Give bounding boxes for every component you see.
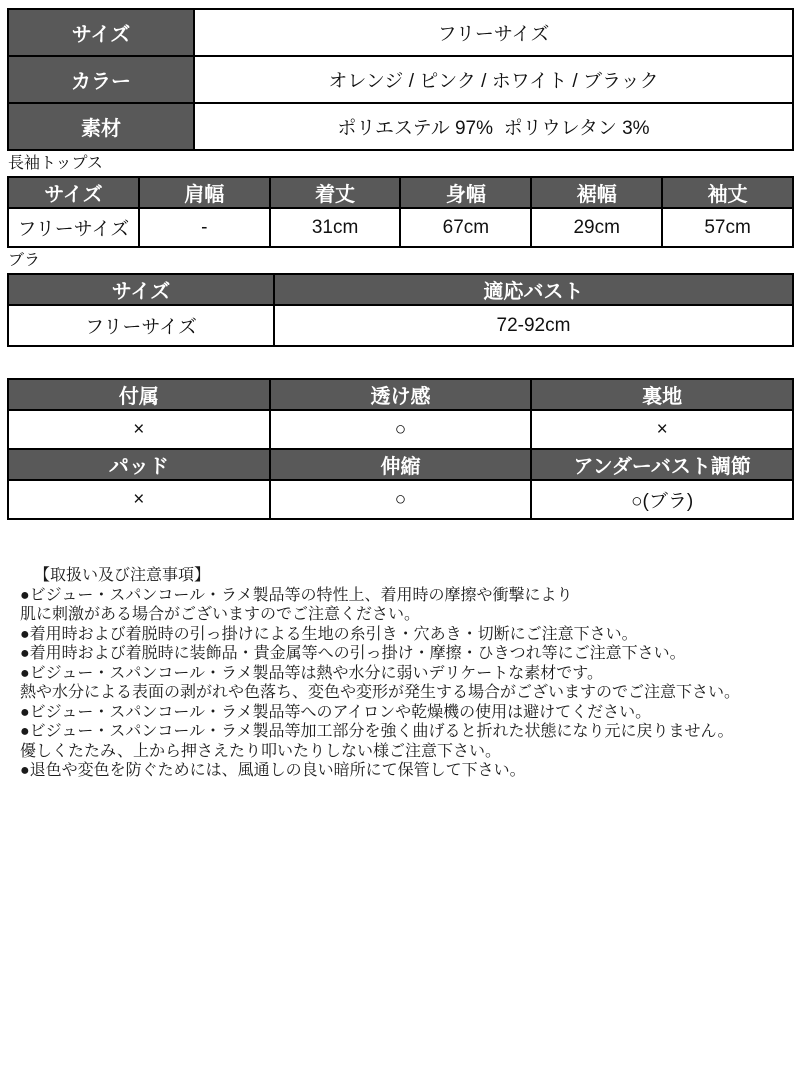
value-cell-length: 31cm <box>270 208 401 247</box>
tops-measurements-table <box>7 176 794 248</box>
value-cell-underbust-adjust: ○(ブラ) <box>531 480 793 519</box>
table-header-row <box>8 177 793 208</box>
spec-table <box>7 8 794 151</box>
spec-value-size: フリーサイズ <box>194 9 793 56</box>
header-cell-bust: 適応バスト <box>274 274 793 305</box>
header-cell-sheerness: 透け感 <box>270 379 532 410</box>
value-cell-sheerness: ○ <box>270 410 532 449</box>
notes-line: 優しくたたみ、上から押さえたり叩いたりしない様ご注意下さい。 <box>20 742 501 760</box>
care-notes-title: 【取扱い及び注意事項】 <box>34 567 211 584</box>
value-cell-accessories: × <box>8 410 270 449</box>
table-row <box>8 305 793 346</box>
value-cell-pad: × <box>8 480 270 519</box>
spec-label-color: カラー <box>8 56 194 103</box>
header-cell-body-width: 身幅 <box>400 177 531 208</box>
spec-label-material: 素材 <box>8 103 194 150</box>
table-row <box>8 208 793 247</box>
table-header-row <box>8 274 793 305</box>
notes-line: ●着用時および着脱時に装飾品・貴金属等への引っ掛け・摩擦・ひきつれ等にご注意下さい。 <box>20 645 686 662</box>
spec-value-color: オレンジ / ピンク / ホワイト / ブラック <box>194 56 793 103</box>
care-notes <box>0 566 800 781</box>
value-cell-bust: 72-92cm <box>274 305 793 346</box>
header-cell-size: サイズ <box>8 274 274 305</box>
bra-section-title: ブラ <box>8 252 41 269</box>
notes-line: ●ビジュー・スパンコール・ラメ製品等へのアイロンや乾燥機の使用は避けてください。 <box>20 703 652 721</box>
value-cell-size: フリーサイズ <box>8 208 139 247</box>
header-cell-stretch: 伸縮 <box>270 449 532 480</box>
header-cell-pad: パッド <box>8 449 270 480</box>
notes-line: 熱や水分による表面の剥がれや色落ち、変色や変形が発生する場合がございますのでご注意下さい。 <box>20 684 741 701</box>
value-cell-stretch: ○ <box>270 480 532 519</box>
notes-line: ●ビジュー・スパンコール・ラメ製品等は熱や水分に弱いデリケートな素材です。 <box>20 664 603 682</box>
table-header-row <box>8 379 793 410</box>
header-cell-size: サイズ <box>8 177 139 208</box>
header-cell-hem-width: 裾幅 <box>531 177 662 208</box>
tops-section-title: 長袖トップス <box>8 155 103 172</box>
header-cell-length: 着丈 <box>270 177 401 208</box>
spec-value-material: ポリエステル 97% ポリウレタン 3% <box>194 103 793 150</box>
table-row <box>8 103 793 150</box>
value-cell-hem-width: 29cm <box>531 208 662 247</box>
features-table <box>7 378 794 520</box>
value-cell-size: フリーサイズ <box>8 305 274 346</box>
table-row <box>8 56 793 103</box>
table-row <box>8 480 793 519</box>
value-cell-sleeve-length: 57cm <box>662 208 793 247</box>
table-row <box>8 410 793 449</box>
bra-size-table <box>7 273 794 347</box>
notes-line: ●着用時および着脱時の引っ掛けによる生地の糸引き・穴あき・切断にご注意下さい。 <box>20 625 638 643</box>
header-cell-accessories: 付属 <box>8 379 270 410</box>
value-cell-body-width: 67cm <box>400 208 531 247</box>
notes-line: ●ビジュー・スパンコール・ラメ製品等加工部分を強く曲げると折れた状態になり元に戻りません。 <box>20 723 734 740</box>
header-cell-underbust-adjust: アンダーバスト調節 <box>531 449 793 480</box>
header-cell-shoulder-width: 肩幅 <box>139 177 270 208</box>
header-cell-sleeve-length: 袖丈 <box>662 177 793 208</box>
header-cell-lining: 裏地 <box>531 379 793 410</box>
table-row <box>8 9 793 56</box>
spec-label-size: サイズ <box>8 9 194 56</box>
value-cell-shoulder-width: - <box>139 208 270 247</box>
notes-line: ●退色や変色を防ぐためには、風通しの良い暗所にて保管して下さい。 <box>20 762 526 779</box>
table-header-row <box>8 449 793 480</box>
notes-line: 肌に刺激がある場合がございますのでご注意ください。 <box>20 606 421 623</box>
notes-line: ●ビジュー・スパンコール・ラメ製品等の特性上、着用時の摩擦や衝撃により <box>20 586 573 604</box>
value-cell-lining: × <box>531 410 793 449</box>
